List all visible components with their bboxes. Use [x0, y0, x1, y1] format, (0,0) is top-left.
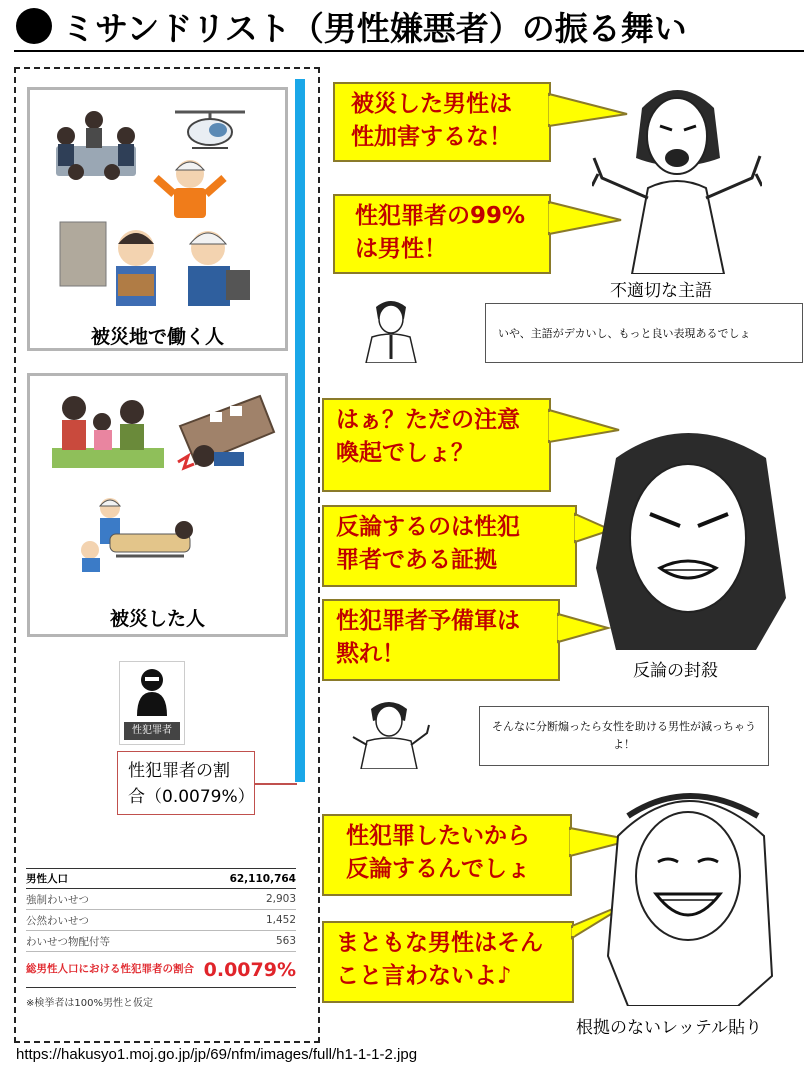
bubble-line: は男性！	[355, 236, 447, 262]
stats-row-label: 公然わいせつ	[26, 914, 89, 927]
stats-total-row	[26, 952, 296, 988]
rebuttal-note-2: そんなに分断煽ったら女性を助ける男性が減っちゃうよ！	[479, 706, 769, 766]
speech-bubble	[333, 82, 551, 162]
ratio-callout-line1: 性犯罪者の割	[128, 761, 230, 781]
bubble-line: 被災した男性は	[351, 91, 512, 117]
stats-header-label: 男性人口	[26, 873, 68, 885]
stats-total-label: 総男性人口における性犯罪者の割合	[26, 963, 194, 975]
man-in-suit-illustration	[358, 297, 424, 363]
worried-man-illustration	[351, 697, 431, 769]
offender-label: 性犯罪者	[124, 722, 180, 740]
speech-bubble	[322, 921, 574, 1003]
stats-table	[26, 868, 296, 1009]
workers-with-box-illustration	[58, 218, 268, 314]
stretcher-illustration	[80, 494, 200, 574]
bullet-dot-icon	[16, 8, 52, 44]
helicopter-illustration	[170, 106, 250, 156]
bubble-line: 性犯罪者予備軍は	[336, 608, 520, 634]
angry-woman-illustration	[592, 78, 762, 274]
face-caption: 不適切な主語	[610, 281, 712, 301]
bubble-line: 性犯罪者の99%	[355, 203, 526, 229]
table-row	[26, 910, 296, 931]
bubble-line: 性犯罪したいから	[346, 823, 530, 849]
speech-bubble	[322, 599, 560, 681]
bubble-line: 反論するのは性犯	[336, 514, 520, 540]
sex-offender-card	[119, 661, 185, 745]
disaster-workers-box	[27, 87, 288, 351]
stats-note: ※検挙者は100%男性と仮定	[26, 998, 153, 1009]
bubble-line: まともな男性はそん	[336, 930, 543, 956]
bubble-line: 性加害するな！	[351, 124, 512, 150]
speech-bubble	[322, 398, 551, 492]
bubble-line: 罪者である証拠	[336, 547, 497, 573]
face-caption: 根拠のないレッテル貼り	[576, 1018, 762, 1038]
face-caption: 反論の封殺	[633, 661, 718, 681]
title-underline	[14, 50, 804, 52]
page-title-row	[16, 4, 687, 48]
stats-header-value: 62,110,764	[229, 872, 296, 885]
table-row	[26, 931, 296, 952]
rubble-illustration	[170, 386, 280, 478]
stats-row-value: 563	[275, 935, 296, 947]
bubble-line: 黙れ！	[336, 641, 405, 667]
bubble-line: 反論するんでしょ	[346, 856, 530, 882]
bubble-line: はぁ？ただの注意	[336, 407, 520, 433]
bubble-line: こと言わないよ♪	[336, 963, 512, 989]
meeting-people-illustration	[46, 106, 146, 194]
speech-bubble	[322, 505, 577, 587]
stats-row-label: 強制わいせつ	[26, 893, 89, 906]
bubble-line: 喚起でしょ？	[336, 440, 474, 466]
page-title: ミサンドリスト（男性嫌悪者）の振る舞い	[62, 8, 687, 48]
stats-row-value: 1,452	[265, 914, 296, 926]
ratio-callout-line2: 合（0.0079%）	[128, 787, 255, 807]
rebuttal-note-1: いや、主語がデカいし、もっと良い表現あるでしょ	[485, 303, 803, 363]
population-bar	[295, 79, 305, 782]
source-url: https://hakusyo1.moj.go.jp/jp/69/nfm/images/full/h1-1-1-2.jpg	[16, 1046, 418, 1063]
table-row	[26, 889, 296, 910]
stats-total-value: 0.0079%	[203, 958, 296, 981]
speech-bubble	[333, 194, 551, 274]
box2-caption: 被災した人	[109, 608, 205, 630]
rescue-worker-illustration	[150, 156, 230, 222]
disaster-victims-box	[27, 373, 288, 637]
stats-row-value: 2,903	[265, 893, 296, 905]
box1-caption: 被災地で働く人	[90, 326, 224, 348]
offender-silhouette-icon	[133, 666, 171, 716]
stats-header-row	[26, 868, 296, 889]
ratio-callout	[117, 751, 255, 815]
laughing-woman-illustration	[588, 776, 788, 1006]
speech-bubble	[322, 814, 572, 896]
stats-row-label: わいせつ物配付等	[26, 935, 110, 948]
ratio-callout-pointer	[255, 783, 297, 785]
snarling-woman-illustration	[576, 418, 800, 650]
evacuee-family-illustration	[48, 386, 168, 472]
